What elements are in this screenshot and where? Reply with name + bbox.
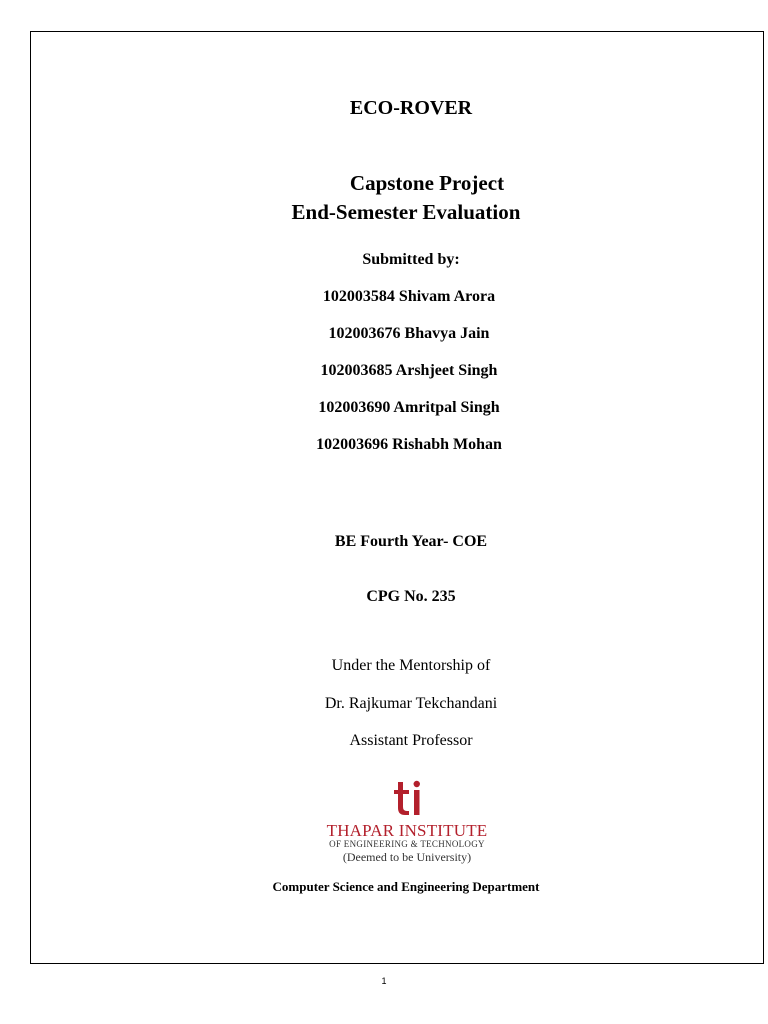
member-item: 102003676 Bhavya Jain — [328, 325, 490, 342]
institute-deemed: (Deemed to be University) — [342, 850, 472, 864]
mentor-title: Assistant Professor — [349, 732, 473, 749]
member-item: 102003685 Arshjeet Singh — [320, 362, 498, 379]
member-item: 102003696 Rishabh Mohan — [316, 436, 502, 453]
member-item: 102003690 Amritpal Singh — [318, 399, 500, 416]
document-title: ECO-ROVER — [349, 97, 473, 119]
mentor-name: Dr. Rajkumar Tekchandani — [324, 695, 498, 712]
page-number: 1 — [381, 976, 387, 986]
mentorship-label: Under the Mentorship of — [331, 657, 491, 674]
institute-logo — [392, 778, 432, 816]
institute-name: THAPAR INSTITUTE — [326, 821, 488, 840]
submitted-by-label: Submitted by: — [362, 251, 460, 268]
cpg-number: CPG No. 235 — [366, 588, 456, 605]
subtitle-evaluation: End-Semester Evaluation — [291, 200, 521, 224]
subtitle-capstone: Capstone Project — [349, 171, 505, 195]
institute-subtitle: OF ENGINEERING & TECHNOLOGY — [329, 839, 485, 849]
department-name: Computer Science and Engineering Department — [272, 879, 540, 894]
year-label: BE Fourth Year- COE — [334, 533, 488, 550]
member-item: 102003584 Shivam Arora — [322, 288, 496, 305]
